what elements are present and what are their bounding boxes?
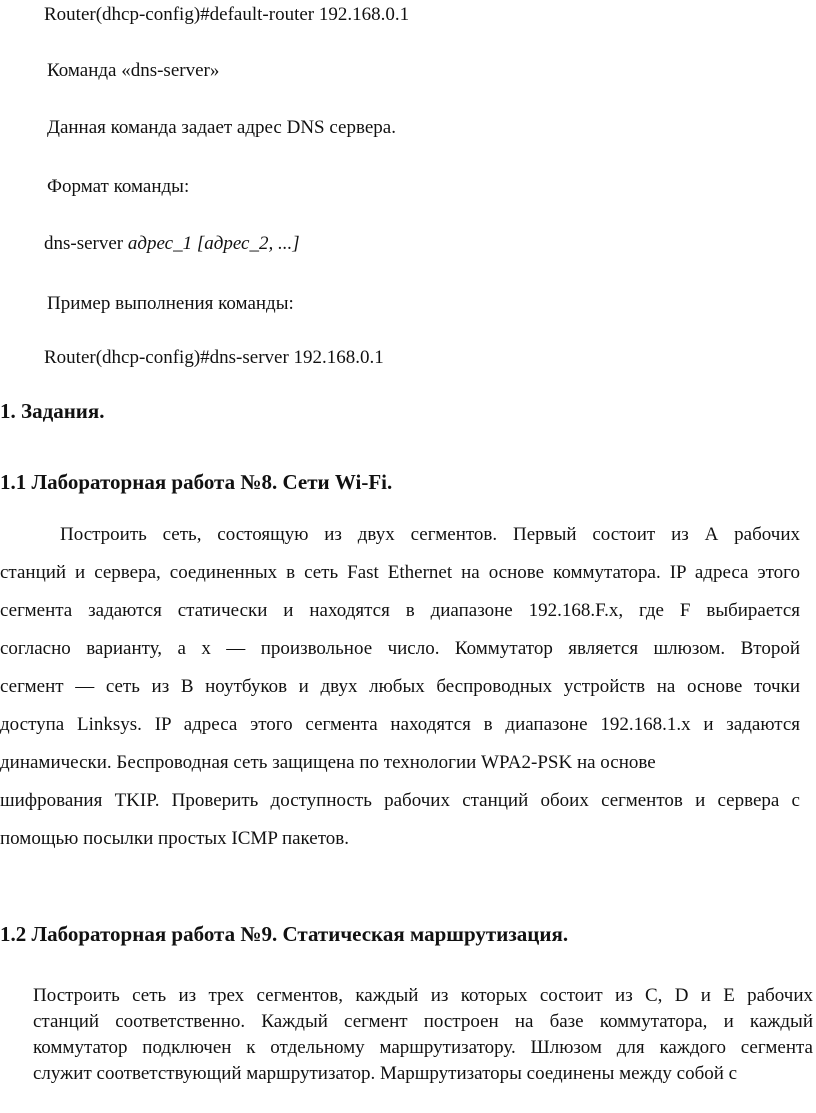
paragraph-line: Построить сеть, состоящую из двух сегментов. Первый состоит из А рабочих [60, 524, 800, 545]
lab-9-paragraph [33, 983, 813, 1087]
section-1-heading: 1. Задания. [0, 399, 105, 423]
paragraph-line: доступа Linksys. IP адреса этого сегмента находятся в диапазоне 192.168.1.x и задаются [0, 714, 800, 735]
command-title-dns-server: Команда «dns-server» [47, 60, 220, 81]
command-format-label: Формат команды: [47, 176, 190, 197]
paragraph-line: Построить сеть из трех сегментов, каждый из которых состоит из C, D и E рабочих [33, 985, 813, 1006]
paragraph-line: служит соответствующий маршрутизатор. Маршрутизаторы соединены между собой с [33, 1063, 738, 1084]
code-dns-server: Router(dhcp-config)#dns-server 192.168.0.1 [44, 347, 384, 368]
paragraph-line: шифрования TKIP. Проверить доступность рабочих станций обоих сегментов и сервера с [0, 790, 800, 811]
command-format-syntax [44, 233, 300, 255]
command-example-label: Пример выполнения команды: [47, 293, 294, 314]
lab-8-paragraph [0, 516, 800, 858]
command-description: Данная команда задает адрес DNS сервера. [47, 117, 396, 138]
paragraph-line: динамически. Беспроводная сеть защищена по технологии WPA2-PSK на основе [0, 752, 656, 773]
command-format-args: адрес_1 [адрес_2, ...] [127, 233, 300, 254]
code-default-router: Router(dhcp-config)#default-router 192.168.0.1 [44, 4, 410, 25]
paragraph-line: коммутатор подключен к отдельному маршрутизатору. Шлюзом для каждого сегмента [33, 1037, 813, 1058]
paragraph-line: станций и сервера, соединенных в сеть Fast Ethernet на основе коммутатора. IP адреса этого [0, 562, 800, 583]
paragraph-line: станций соответственно. Каждый сегмент построен на базе коммутатора, и каждый [33, 1011, 813, 1032]
lab-8-heading: 1.1 Лабораторная работа №8. Сети Wi-Fi. [0, 470, 393, 494]
paragraph-line: сегмента задаются статически и находятся в диапазоне 192.168.F.x, где F выбирается [0, 600, 800, 621]
paragraph-line: помощью посылки простых ICMP пакетов. [0, 828, 350, 849]
command-format-name: dns-server [44, 233, 128, 254]
paragraph-line: согласно варианту, а x — произвольное число. Коммутатор является шлюзом. Второй [0, 638, 800, 659]
lab-9-heading: 1.2 Лабораторная работа №9. Статическая маршрутизация. [0, 922, 569, 946]
paragraph-line: сегмент — сеть из В ноутбуков и двух любых беспроводных устройств на основе точки [0, 676, 800, 697]
